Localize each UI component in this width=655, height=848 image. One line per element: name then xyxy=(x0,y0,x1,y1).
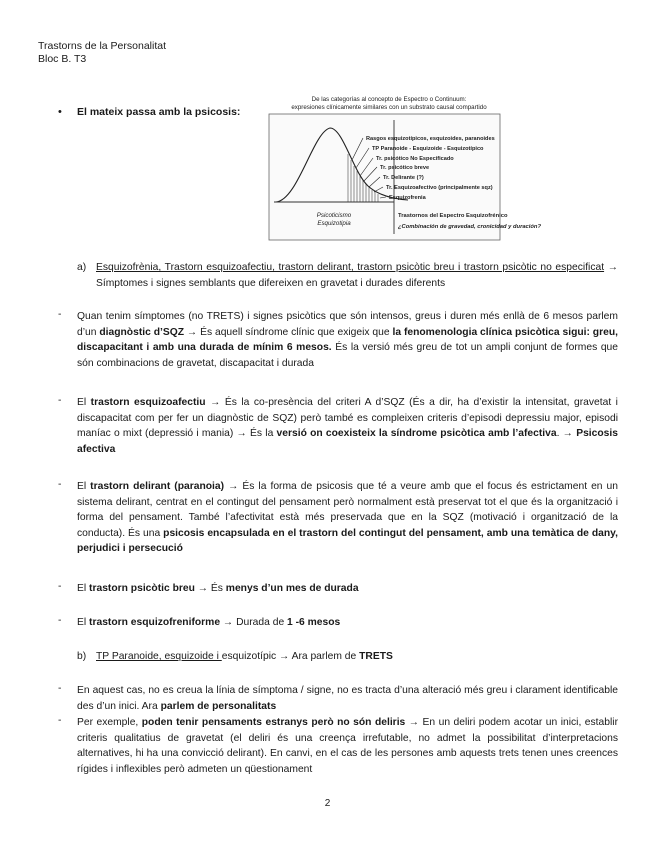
page-number: 2 xyxy=(324,798,331,809)
figure-label-3: Tr. psicótico No Especificado xyxy=(376,156,454,162)
para2-text1: El xyxy=(77,397,91,408)
section-b-rest: esquizotípic → Ara parlem de xyxy=(221,651,360,662)
section-b-text xyxy=(96,649,618,665)
curve-label-psicoticismo: Psicoticismo xyxy=(316,212,352,219)
para7-text2: → En un deliri podem acotar un inici, establir criteris qualitatius de gravetat (el deliri és una creença irrefutable, no admet la possibilitat d’interpretacions alternatives, hi ha una convicció delirant). En canvi, en el cas de les persones amb aquests trets tenen unes creences rígides i inflexibles però admeten un qüestionament xyxy=(77,717,619,775)
dash-marker: - xyxy=(58,615,62,626)
section-a-marker: a) xyxy=(77,262,87,273)
dash-marker: - xyxy=(58,581,62,592)
section-b-bold: TRETS xyxy=(359,651,393,662)
figure-label-6: Tr. Esquizoafectivo (principalmente sqz) xyxy=(386,185,493,191)
header-title: Trastorns de la Personalitat xyxy=(38,40,167,52)
para2-text2: → És la co-presència del criteri A d’SQZ (És a dir, ha d’existir la intensitat, gravetat i discapacitat com per fer un diagnòstic de SQZ) però també es compleixen criteris d’episodi depressiu major, episodi maníac o mixt (depressió i mania) → És la xyxy=(77,397,618,439)
para2-bold2: versió on coexisteix la síndrome psicòtica amb l’afectiva xyxy=(276,428,557,439)
paragraph-esquizofreniforme xyxy=(77,615,618,631)
para1-text3: És la versió més greu de tot un ampli conjunt de formes que són combinacions de gravetat, discapacitat i durada xyxy=(77,342,618,369)
para3-bold2: psicosis encapsulada en el trastorn del contingut del pensament, amb una temàtica de dany, perjudici i persecució xyxy=(77,527,618,554)
figure-label-5: Tr. Delirante (?) xyxy=(383,175,424,181)
para4-bold2: menys d’un mes de durada xyxy=(225,583,359,594)
spectrum-figure xyxy=(268,92,542,242)
dash-marker: - xyxy=(58,309,62,320)
para6-text1: En aquest cas, no es creua la línia de símptoma / signe, no es tracta d’una alteració més greu i clarament identificable des d’un inici. Ara xyxy=(77,685,618,712)
section-a-underlined: Esquizofrènia, Trastorn esquizoafectiu, trastorn delirant, trastorn psicòtic breu i trastorn psicòtic no especificat xyxy=(96,262,605,273)
figure-label-2: TP Paranoide - Esquizoide - Esquizotípico xyxy=(372,146,484,152)
section-b-underlined: TP Paranoide, esquizoide i xyxy=(96,651,222,662)
para5-bold1: trastorn esquizofreniforme xyxy=(89,617,221,628)
para7-bold1: poden tenir pensaments estranys però no són deliris xyxy=(141,717,406,728)
para4-bold1: trastorn psicòtic breu xyxy=(89,583,195,594)
dash-marker: - xyxy=(58,683,62,694)
para5-text2: → Durada de xyxy=(220,617,288,628)
para5-bold2: 1 -6 mesos xyxy=(287,617,341,628)
curve-label-esquizotipia: Esquizotipia xyxy=(317,220,351,227)
section-b-marker: b) xyxy=(77,651,87,662)
figure-bottom-label-2: ¿Combinación de gravedad, cronicidad y duración? xyxy=(398,224,542,230)
dash-marker: - xyxy=(58,715,62,726)
para1-bold2: la fenomenologia clínica psicòtica sigui: greu, discapacitant i amb una durada de mínim 6 mesos. xyxy=(77,326,618,353)
para3-text2: → És la forma de psicosis que té a veure amb que el focus és estrictament en un sistema delirant, centrat en el contingut del pensament però normalment està preservat tot el que és la organització i forma del pensament. També l’afectivitat està més preservada que en la SQZ (motivació i organització de la conducta). És una xyxy=(77,481,618,539)
para7-text1: Per exemple, xyxy=(77,717,142,728)
bullet-marker: • xyxy=(58,106,62,118)
para6-bold1: parlem de personalitats xyxy=(160,700,277,712)
paragraph-exemple xyxy=(77,715,618,777)
figure-title-line2: expresiones clínicamente similares con un substrato causal compartido xyxy=(291,104,487,111)
para2-text3: . → xyxy=(556,428,577,439)
para3-bold1: trastorn delirant (paranoia) xyxy=(90,481,225,492)
figure-bottom-label-1: Trastornos del Espectro Esquizofrénico xyxy=(398,213,508,219)
para1-text2: → És aquell síndrome clínic que exigeix que xyxy=(184,326,393,338)
para4-text1: El xyxy=(77,583,90,594)
section-a-rest: → Símptomes i signes semblants que difereixen en gravetat i durades diferents xyxy=(96,262,618,289)
dash-marker: - xyxy=(58,479,62,490)
para3-text1: El xyxy=(77,481,91,492)
figure-label-7: Esquizofrenia xyxy=(389,195,426,201)
document-header xyxy=(38,40,166,66)
para5-text1: El xyxy=(77,617,90,628)
paragraph-psicotic-breu xyxy=(77,581,618,597)
paragraph-trets xyxy=(77,683,618,714)
figure-title-line1: De las categorías al concepto de Espectro o Continuum: xyxy=(311,96,467,103)
paragraph-sqz xyxy=(77,309,618,371)
bullet-heading: El mateix passa amb la psicosis: xyxy=(77,106,241,118)
header-subtitle: Bloc B. T3 xyxy=(38,53,87,65)
figure-label-1: Rasgos esquizotípicos, esquizoides, paranoides xyxy=(366,136,495,142)
paragraph-esquizoafectiu xyxy=(77,395,618,457)
para2-bold3: Psicosis afectiva xyxy=(77,428,618,455)
para1-text1: Quan tenim símptomes (no TRETS) i signes psicòtics que són intensos, greus i duren més enllà de 6 mesos parlem d’un xyxy=(77,311,618,338)
para4-text2: → És xyxy=(194,583,226,594)
figure-label-4: Tr. psicótico breve xyxy=(380,165,430,171)
section-a-text xyxy=(96,260,618,291)
para1-bold1: diagnòstic d’SQZ xyxy=(99,326,185,338)
paragraph-delirant xyxy=(77,479,618,557)
para2-bold1: trastorn esquizoafectiu xyxy=(90,397,206,408)
dash-marker: - xyxy=(58,395,62,406)
